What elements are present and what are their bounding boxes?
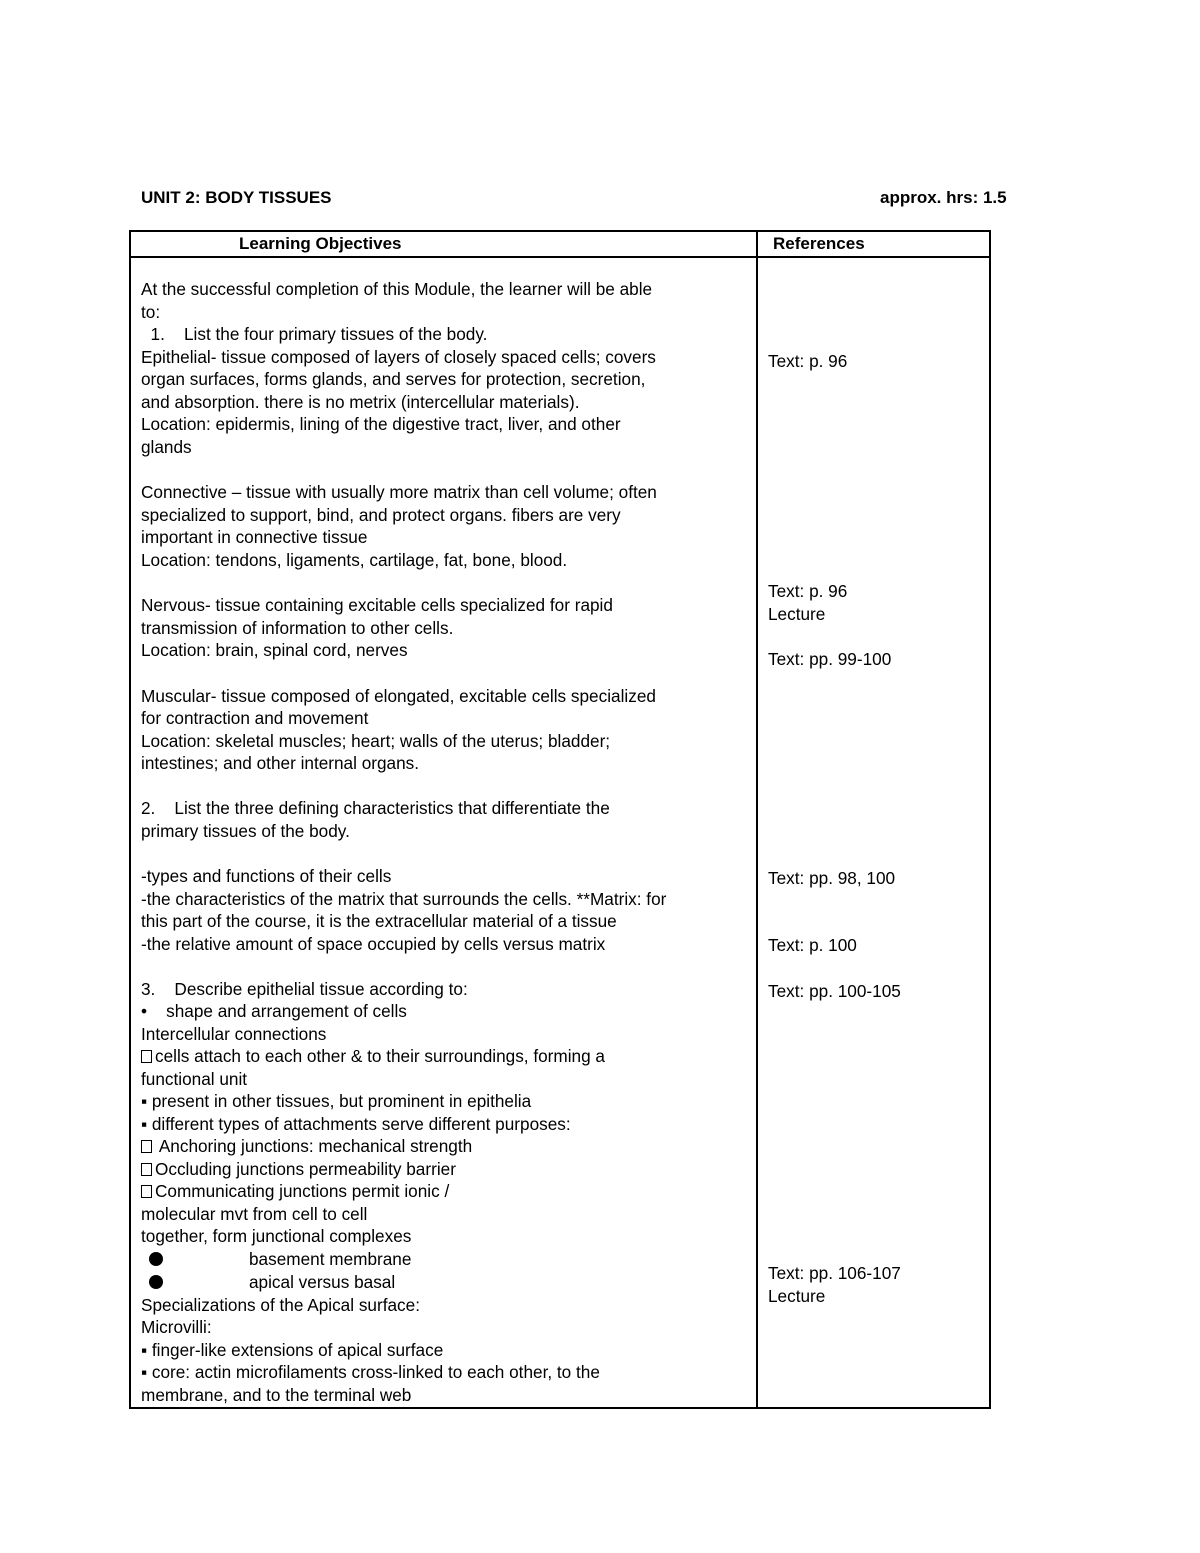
reference-entry: Text: pp. 106-107 [768,1263,901,1283]
objective-line: -types and functions of their cells [141,866,392,886]
objective-line: to: [141,302,161,322]
objective-text: Communicating junctions permit ionic / [155,1181,450,1201]
objective-line: specialized to support, bind, and protect organs. fibers are very [141,505,621,525]
checkbox-glyph-icon [141,1050,152,1063]
header-divider [131,256,989,258]
objective-line: 1. List the four primary tissues of the body. [141,324,488,344]
objective-text: Occluding junctions permeability barrier [155,1159,456,1179]
objective-line: Epithelial- tissue composed of layers of closely spaced cells; covers [141,347,656,367]
objective-line: ▪ core: actin microfilaments cross-linked to each other, to the [141,1362,600,1382]
objective-line: this part of the course, it is the extracellular material of a tissue [141,911,617,931]
reference-entry: Text: p. 100 [768,935,857,955]
objective-text: cells attach to each other & to their surroundings, forming a [155,1046,605,1066]
column-header-references: References [773,234,865,253]
reference-entry: Text: pp. 98, 100 [768,868,896,888]
objective-line: Intercellular connections [141,1024,327,1044]
objective-line: -the characteristics of the matrix that surrounds the cells. **Matrix: for [141,889,667,909]
objective-line [141,1180,449,1203]
objective-line: Connective – tissue with usually more matrix than cell volume; often [141,482,657,502]
checkbox-glyph-icon [141,1163,152,1176]
objective-line [141,1045,605,1068]
objective-line [141,1271,395,1294]
objective-line: and absorption. there is no metrix (intercellular materials). [141,392,580,412]
objective-line: molecular mvt from cell to cell [141,1204,368,1224]
checkbox-glyph-icon [141,1140,152,1153]
objective-line: 2. List the three defining characteristics that differentiate the [141,798,610,818]
reference-entry: Text: pp. 100-105 [768,981,901,1001]
checkbox-glyph-icon [141,1185,152,1198]
objective-line: Microvilli: [141,1317,212,1337]
bullet-dot-icon [149,1275,163,1289]
objective-text: apical versus basal [249,1272,396,1292]
objective-line: important in connective tissue [141,527,368,547]
column-header-learning-objectives: Learning Objectives [239,234,402,253]
objective-line: ▪ finger-like extensions of apical surface [141,1340,444,1360]
objective-line: Muscular- tissue composed of elongated, excitable cells specialized [141,686,656,706]
objective-line: At the successful completion of this Module, the learner will be able [141,279,653,299]
objective-line: -the relative amount of space occupied by cells versus matrix [141,934,606,954]
approx-hours: approx. hrs: 1.5 [880,188,1007,207]
objective-line [141,1248,411,1271]
objective-line: Nervous- tissue containing excitable cells specialized for rapid [141,595,613,615]
objective-line: primary tissues of the body. [141,821,350,841]
objective-line: for contraction and movement [141,708,369,728]
objective-line: Location: skeletal muscles; heart; walls of the uterus; bladder; [141,731,611,751]
unit-title: UNIT 2: BODY TISSUES [141,188,332,207]
objective-line [141,1135,472,1158]
objective-line: functional unit [141,1069,248,1089]
bullet-dot-icon [149,1252,163,1266]
reference-entry: Lecture [768,1286,826,1306]
objective-line: Specializations of the Apical surface: [141,1295,420,1315]
objective-line: Location: tendons, ligaments, cartilage, fat, bone, blood. [141,550,568,570]
objective-line: membrane, and to the terminal web [141,1385,412,1405]
reference-entry: Text: pp. 99-100 [768,649,892,669]
objective-line: ▪ different types of attachments serve different purposes: [141,1114,571,1134]
objective-text: basement membrane [249,1249,412,1269]
objective-line: 3. Describe epithelial tissue according to: [141,979,468,999]
objective-line: glands [141,437,192,457]
reference-entry: Lecture [768,604,826,624]
objective-line: • shape and arrangement of cells [141,1001,407,1021]
objective-line: intestines; and other internal organs. [141,753,420,773]
objective-line: together, form junctional complexes [141,1226,412,1246]
objective-line: ▪ present in other tissues, but prominent in epithelia [141,1091,532,1111]
objective-line: Location: brain, spinal cord, nerves [141,640,408,660]
objective-line: organ surfaces, forms glands, and serves for protection, secretion, [141,369,646,389]
objective-line: Location: epidermis, lining of the digestive tract, liver, and other [141,414,621,434]
reference-entry: Text: p. 96 [768,351,848,371]
objective-text: Anchoring junctions: mechanical strength [155,1136,473,1156]
column-divider [756,232,758,1407]
objective-line [141,1158,456,1181]
reference-entry: Text: p. 96 [768,581,848,601]
objective-line: transmission of information to other cells. [141,618,454,638]
